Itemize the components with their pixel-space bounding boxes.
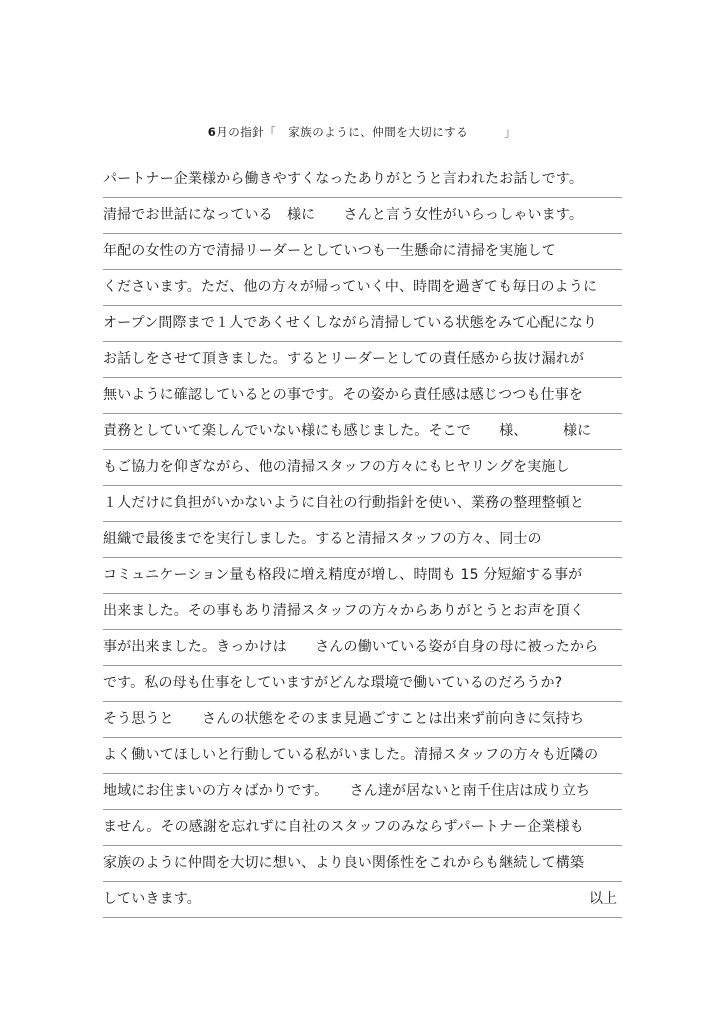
text-line bbox=[103, 738, 622, 774]
text-line bbox=[103, 702, 622, 738]
text-line bbox=[103, 234, 622, 270]
text-line bbox=[103, 666, 622, 702]
line-text: お話しをさせて頂きました。するとリーダーとしての責任感から抜け漏れが bbox=[103, 351, 585, 367]
text-line bbox=[103, 810, 622, 846]
line-text: 責務としていて楽しんでいない様にも感じました。そこで 様、 様に bbox=[103, 423, 592, 439]
text-line bbox=[103, 378, 622, 414]
line-text: していきます。 bbox=[103, 891, 201, 907]
line-text: もご協力を仰ぎながら、他の清掃スタッフの方々にもヒヤリングを実施し bbox=[103, 459, 570, 475]
line-text: オープン間際まで１人であくせくしながら清掃している状態をみて心配になり bbox=[103, 315, 597, 331]
line-text: 組織で最後までを実行しました。すると清掃スタッフの方々、同士の bbox=[103, 531, 542, 547]
line-text: 家族のように仲間を大切に想い、より良い関係性をこれからも継続して構築 bbox=[103, 855, 585, 871]
text-line bbox=[103, 882, 622, 918]
body-text bbox=[103, 162, 622, 918]
text-line bbox=[103, 162, 622, 198]
text-line bbox=[103, 522, 622, 558]
line-text: そう思うと さんの状態をそのまま見過ごすことは出来ず前向きに気持ち bbox=[103, 711, 585, 727]
line-text: 地域にお住まいの方々ばかりです。 さん達が居ないと南千住店は成り立ち bbox=[103, 783, 591, 799]
text-line bbox=[103, 198, 622, 234]
line-text: 清掃でお世話になっている 様に さんと言う女性がいらっしゃいます。 bbox=[103, 207, 583, 223]
title-text: 月の指針「 家族のように、仲間を大切にする 」 bbox=[216, 125, 517, 139]
text-line bbox=[103, 306, 622, 342]
text-line bbox=[103, 846, 622, 882]
line-text: １人だけに負担がいかないように自社の行動指針を使い、業務の整理整頓と bbox=[103, 495, 585, 511]
text-line bbox=[103, 342, 622, 378]
line-text: です。私の母も仕事をしていますがどんな環境で働いているのだろうか? bbox=[103, 675, 563, 691]
line-text: 年配の女性の方で清掃リーダーとしていつも一生懸命に清掃を実施して bbox=[103, 243, 556, 259]
line-text: 無いように確認しているとの事です。その姿から責任感は感じつつも仕事を bbox=[103, 387, 583, 403]
text-line bbox=[103, 558, 622, 594]
line-text: 出来ました。その事もあり清掃スタッフの方々からありがとうとお声を頂く bbox=[103, 603, 585, 619]
document-title bbox=[0, 124, 724, 140]
line-text: 事が出来ました。きっかけは さんの働いている姿が自身の母に被ったから bbox=[103, 639, 599, 655]
text-line bbox=[103, 414, 622, 450]
line-text: よく働いてほしいと行動している私がいました。清掃スタッフの方々も近隣の bbox=[103, 747, 599, 763]
line-text: パートナー企業様から働きやすくなったありがとうと言われたお話しです。 bbox=[103, 171, 583, 187]
line-text: くださいます。ただ、他の方々が帰っていく中、時間を過ぎても毎日のように bbox=[103, 279, 598, 295]
line-text: ません。その感謝を忘れずに自社のスタッフのみならずパートナー企業様も bbox=[103, 819, 584, 835]
text-line bbox=[103, 630, 622, 666]
text-line bbox=[103, 486, 622, 522]
title-month-number: 6 bbox=[207, 125, 217, 139]
text-line bbox=[103, 594, 622, 630]
closing-text: 以上 bbox=[589, 891, 617, 907]
text-line bbox=[103, 774, 622, 810]
line-text: コミュニケーション量も格段に増え精度が増し、時間も 15 分短縮する事が bbox=[103, 567, 583, 583]
text-line bbox=[103, 450, 622, 486]
text-line bbox=[103, 270, 622, 306]
